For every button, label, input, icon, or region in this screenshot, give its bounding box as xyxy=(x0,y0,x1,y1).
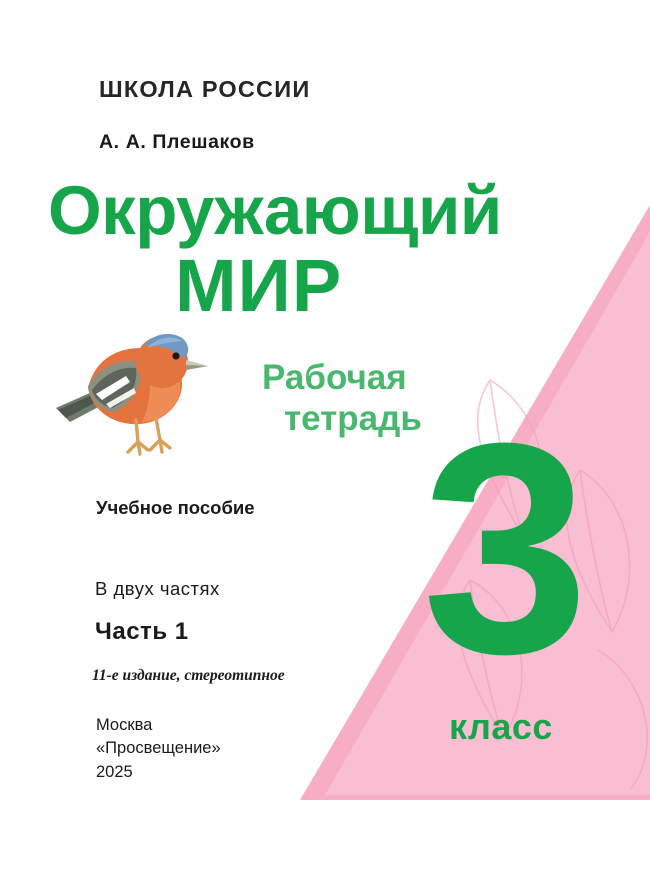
chaffinch-bird-icon xyxy=(48,300,223,475)
grade-label: класс xyxy=(449,706,553,747)
edition-note: 11-е издание, стереотипное xyxy=(92,667,285,684)
series-title: ШКОЛА РОССИИ xyxy=(99,76,311,102)
book-subtitle-line-1: Рабочая xyxy=(262,358,407,397)
book-title-line-2: МИР xyxy=(175,244,343,327)
imprint-city: Москва xyxy=(96,716,153,734)
book-subtitle xyxy=(262,357,562,440)
imprint-block xyxy=(96,714,221,784)
manual-type-label: Учебное пособие xyxy=(96,497,255,518)
imprint-publisher: «Просвещение» xyxy=(96,739,221,758)
book-subtitle-line-2: тетрадь xyxy=(284,399,422,439)
parts-note: В двух частях xyxy=(95,578,220,599)
book-title-line-1: Окружающий xyxy=(48,172,502,249)
part-number: Часть 1 xyxy=(95,618,189,645)
grade-number: 3 xyxy=(422,380,589,716)
imprint-year: 2025 xyxy=(96,762,133,781)
author-name: А. А. Плешаков xyxy=(99,131,255,153)
